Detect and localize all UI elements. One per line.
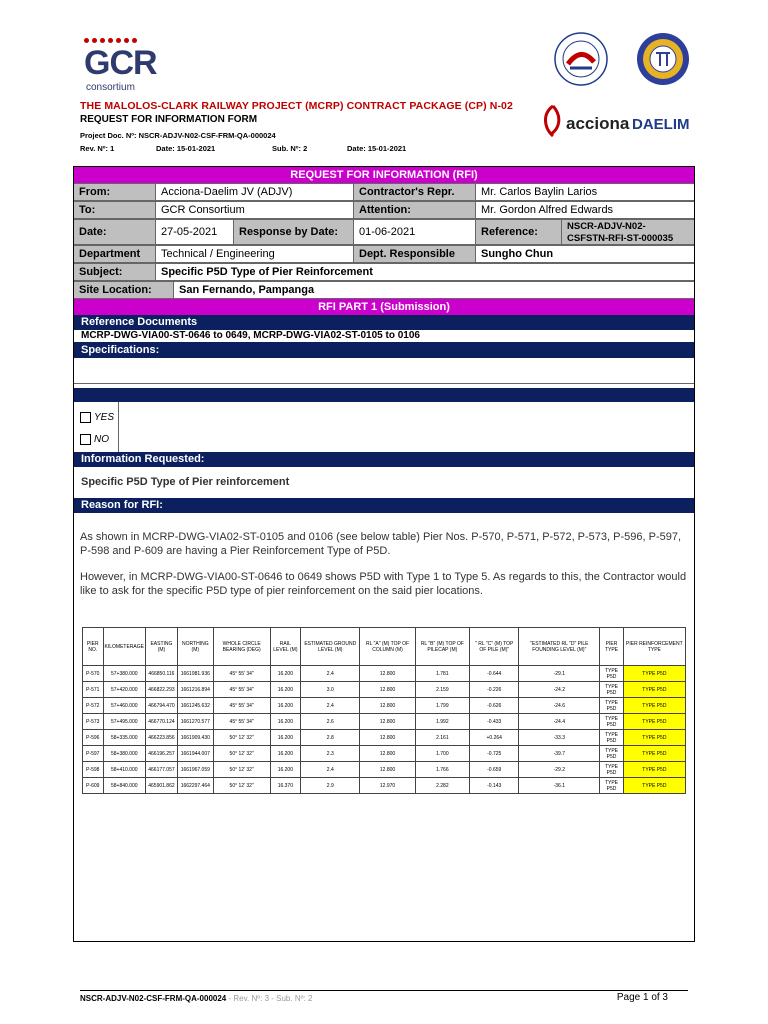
pier-cell: -0.433 [470,714,519,730]
pier-cell: P-609 [83,778,104,794]
pier-cell: TYPE P5D [600,746,623,762]
pier-cell: -0.626 [470,698,519,714]
pier-cell: -33.3 [519,730,600,746]
pier-cell: -0.226 [470,682,519,698]
pier-cell: P-596 [83,730,104,746]
pier-cell: 16.370 [270,778,300,794]
pier-header-cell: ESTIMATED GROUND LEVEL (M) [301,628,360,666]
subject-label: Subject: [74,264,156,280]
dept-value: Technical / Engineering [156,246,354,262]
rev-number: Rev. Nº: 1 [80,144,115,153]
pier-cell: -29.2 [519,762,600,778]
to-label: To: [74,202,156,218]
pier-header-cell: RL "B" (M) TOP OF PILECAP (M) [415,628,470,666]
ref-line2: CSFSTN-RFI-ST-000035 [567,233,674,244]
pier-cell: 16.200 [270,762,300,778]
pier-cell: 16.200 [270,746,300,762]
pier-cell: -24.4 [519,714,600,730]
pier-cell: TYPE P5D [623,730,685,746]
pier-cell: 1662297.464 [177,778,213,794]
pier-cell: 57+380.000 [103,666,145,682]
pier-header-cell: PIER NO. [83,628,104,666]
row-to [74,201,694,219]
pier-cell: P-572 [83,698,104,714]
pier-cell: TYPE P5D [600,698,623,714]
pier-cell: TYPE P5D [623,778,685,794]
pier-header-cell: NORTHING (M) [177,628,213,666]
pier-cell: 12.800 [360,682,415,698]
to-value: GCR Consortium [156,202,354,218]
pier-cell: 16.200 [270,666,300,682]
resp-value: 01-06-2021 [354,220,476,244]
pier-table-header [83,628,686,666]
pier-cell: 45° 55' 34" [213,682,270,698]
yes-option[interactable] [80,412,114,423]
pier-cell: 1661944.007 [177,746,213,762]
pier-cell: -0.725 [470,746,519,762]
no-label: NO [94,434,109,446]
table-row [83,682,686,698]
repr-value: Mr. Carlos Baylin Larios [481,186,598,198]
pier-cell: TYPE P5D [623,762,685,778]
pier-cell: 1661967.059 [177,762,213,778]
pier-cell: 1661216.894 [177,682,213,698]
pier-header-cell: " RL "C" (M) TOP OF PILE (M)" [470,628,519,666]
sub-date: Date: 15-01-2021 [347,144,407,153]
pier-cell: 2.4 [301,762,360,778]
part1-text: RFI PART 1 (Submission) [318,301,450,313]
pier-cell: -24.2 [519,682,600,698]
pier-cell: 57+460.000 [103,698,145,714]
logo-tagline: consortium [86,82,135,93]
pier-cell: 16.200 [270,698,300,714]
site-label: Site Location: [74,282,174,298]
pier-cell: 16.200 [270,682,300,698]
pier-cell: 1661909.430 [177,730,213,746]
pier-cell: -0.644 [470,666,519,682]
rfi-banner [74,167,694,183]
pier-cell: 58+335.000 [103,730,145,746]
footer-page: Page 1 of 3 [616,992,668,1003]
no-option[interactable] [80,434,109,445]
refdocs-text: MCRP-DWG-VIA00-ST-0646 to 0649, MCRP-DWG-VIA02-ST-0105 to 0106 [74,330,694,342]
pier-header-cell: RAIL LEVEL (M) [270,628,300,666]
reason-paragraph-2: However, in MCRP-DWG-VIA00-ST-0646 to 0649 shows P5D with Type 1 to Type 5. As regards to this, the Contractor would like to ask for the specific P5D type of pier reinforcement on the said pier locations. [80,571,687,597]
pier-header-cell: PIER REINFORCEMENT TYPE [623,628,685,666]
pier-cell: 1661245.632 [177,698,213,714]
dotr-seal-icon [554,32,608,86]
pier-cell: 58+380.000 [103,746,145,762]
pier-cell: -24.6 [519,698,600,714]
pier-cell: 45° 55' 34" [213,698,270,714]
project-doc: Project Doc. Nº: NSCR-ADJV-N02-CSF-FRM-QA-000024 [80,131,276,140]
pier-cell: 2.4 [301,666,360,682]
pier-cell: 466794.470 [145,698,177,714]
pier-cell: 3.0 [301,682,360,698]
pier-cell: P-570 [83,666,104,682]
gcr-logo [84,38,164,94]
pier-cell: 58+410.000 [103,762,145,778]
footer-doc-number: NSCR-ADJV-N02-CSF-FRM-QA-000024 [80,994,227,1003]
refdocs-label: Reference Documents [81,316,198,328]
project-title: THE MALOLOS-CLARK RAILWAY PROJECT (MCRP) CONTRACT PACKAGE (CP) N-02 [80,100,513,112]
pier-cell: TYPE P5D [600,762,623,778]
row-subject [74,263,694,281]
pier-cell: -36.1 [519,778,600,794]
pier-cell: 2.159 [415,682,470,698]
pier-table [82,627,686,794]
footer-rev: - Rev. Nº: 3 - Sub. Nº: 2 [226,994,313,1003]
reason-header [74,498,694,513]
pier-cell: P-571 [83,682,104,698]
pier-cell: TYPE P5D [623,682,685,698]
pier-cell: 2.6 [301,714,360,730]
acciona-daelim-logo [540,104,690,140]
pier-cell: 1661270.577 [177,714,213,730]
pier-cell: -39.7 [519,746,600,762]
pier-cell: 1.992 [415,714,470,730]
pier-cell: +0.264 [470,730,519,746]
pier-cell: TYPE P5D [600,778,623,794]
pier-cell: TYPE P5D [623,666,685,682]
site-value: San Fernando, Pampanga [179,284,315,296]
info-label: Information Requested: [81,453,205,465]
pier-cell: 2.3 [301,746,360,762]
pier-cell: 466223.856 [145,730,177,746]
spec-body [74,358,694,384]
ref-line1: NSCR-ADJV-N02- [567,221,646,232]
pier-header-cell: PIER TYPE [600,628,623,666]
deptresp-label: Dept. Responsible [354,246,476,262]
pier-cell: 1.799 [415,698,470,714]
pier-cell: 57+420.000 [103,682,145,698]
pier-cell: P-573 [83,714,104,730]
pier-cell: 50° 12' 32" [213,730,270,746]
info-header [74,452,694,467]
from-label: From: [74,184,156,200]
pier-cell: TYPE P5D [600,666,623,682]
table-row [83,714,686,730]
pier-cell: 12.800 [360,730,415,746]
pier-cell: 12.800 [360,666,415,682]
pier-cell: 466770.124 [145,714,177,730]
pier-cell: 2.282 [415,778,470,794]
yes-label: YES [94,412,115,424]
resp-label: Response by Date: [234,220,354,244]
pnr-seal-icon [636,32,690,86]
sub-number: Sub. Nº: 2 [272,144,308,153]
from-value: Acciona-Daelim JV (ADJV) [156,184,354,200]
pier-cell: 50° 12' 32" [213,778,270,794]
row-site [74,281,694,299]
pier-cell: TYPE P5D [600,714,623,730]
part1-banner [74,299,694,315]
pier-cell: 50° 12' 32" [213,762,270,778]
pier-cell: 12.800 [360,698,415,714]
ref-label: Reference: [476,220,562,244]
table-row [83,698,686,714]
rev-date: Date: 15-01-2021 [156,144,216,153]
pier-cell: 466196.257 [145,746,177,762]
repr-label: Contractor's Repr. [354,184,476,200]
pier-cell: 57+495.000 [103,714,145,730]
date-label: Date: [74,220,156,244]
row-department [74,245,694,263]
yes-no-divider [118,402,119,452]
spec-label: Specifications: [81,344,160,356]
table-row [83,666,686,682]
pier-cell: P-597 [83,746,104,762]
pier-cell: -0.659 [470,762,519,778]
attn-label: Attention: [354,202,476,218]
pier-cell: 12.800 [360,762,415,778]
dept-label: Department [74,246,156,262]
row-date [74,219,694,245]
pier-cell: 466822.293 [145,682,177,698]
pier-header-cell: KILOMETERAGE [103,628,145,666]
pier-cell: TYPE P5D [623,698,685,714]
pier-cell: TYPE P5D [623,714,685,730]
pier-cell: 12.970 [360,778,415,794]
reason-paragraph-1: As shown in MCRP-DWG-VIA02-ST-0105 and 0106 (see below table) Pier Nos. P-570, P-571, P-572, P-573, P-596, P-597, P-598 and P-609 are having a Pier Reinforcement Type of P5D. [80,531,682,557]
pier-cell: 2.9 [301,778,360,794]
pier-cell: 2.161 [415,730,470,746]
pier-cell: 45° 55' 34" [213,714,270,730]
pier-header-cell: EASTING (M) [145,628,177,666]
pier-cell: 1661981.936 [177,666,213,682]
pier-cell: 2.8 [301,730,360,746]
pier-cell: 465901.862 [145,778,177,794]
date-value: 27-05-2021 [156,220,234,244]
partner-right: DAELIM [632,116,690,133]
pier-cell: TYPE P5D [600,730,623,746]
footer-rule [80,990,688,991]
ref-value [562,220,694,244]
pier-cell: 50° 12' 32" [213,746,270,762]
attn-value: Mr. Gordon Alfred Edwards [481,204,614,216]
logo-brand: GCR [84,44,157,82]
pier-cell: TYPE P5D [623,746,685,762]
pier-cell: 45° 55' 34" [213,666,270,682]
pier-cell: 1.781 [415,666,470,682]
pier-cell: 16.200 [270,714,300,730]
table-row [83,762,686,778]
info-value: Specific P5D Type of Pier reinforcement [81,476,290,488]
pier-cell: 466850.116 [145,666,177,682]
no-checkbox[interactable] [80,434,91,445]
table-row [83,730,686,746]
pier-header-cell: WHOLE CIRCLE BEARING (DEG) [213,628,270,666]
pier-cell: P-598 [83,762,104,778]
pier-cell: 2.4 [301,698,360,714]
pier-cell: 1.766 [415,762,470,778]
yes-checkbox[interactable] [80,412,91,423]
pier-header-cell: "ESTIMATED RL "D" PILE FOUNDING LEVEL (M)" [519,628,600,666]
pier-cell: 12.800 [360,746,415,762]
pier-cell: -29.1 [519,666,600,682]
spec-header [74,343,694,358]
row-from [74,183,694,201]
acciona-swirl-icon [540,104,566,138]
reason-label: Reason for RFI: [81,499,163,511]
pier-cell: TYPE P5D [600,682,623,698]
deptresp-value: Sungho Chun [481,248,554,260]
table-row [83,778,686,794]
partner-left: acciona [566,114,630,133]
spec-divider [74,388,694,402]
pier-cell: 16.200 [270,730,300,746]
rfi-banner-text: REQUEST FOR INFORMATION (RFI) [290,169,478,181]
table-row [83,746,686,762]
pier-cell: 58+840.000 [103,778,145,794]
pier-cell: -0.143 [470,778,519,794]
pier-cell: 12.800 [360,714,415,730]
footer-doc [80,994,312,1003]
pier-header-cell: RL "A" (M) TOP OF COLUMN (M) [360,628,415,666]
refdocs-header [74,315,694,330]
pier-cell: 466177.057 [145,762,177,778]
form-name: REQUEST FOR INFORMATION FORM [80,114,258,125]
subject-value: Specific P5D Type of Pier Reinforcement [161,266,373,278]
pier-cell: 1.700 [415,746,470,762]
pier-table-body [83,666,686,794]
